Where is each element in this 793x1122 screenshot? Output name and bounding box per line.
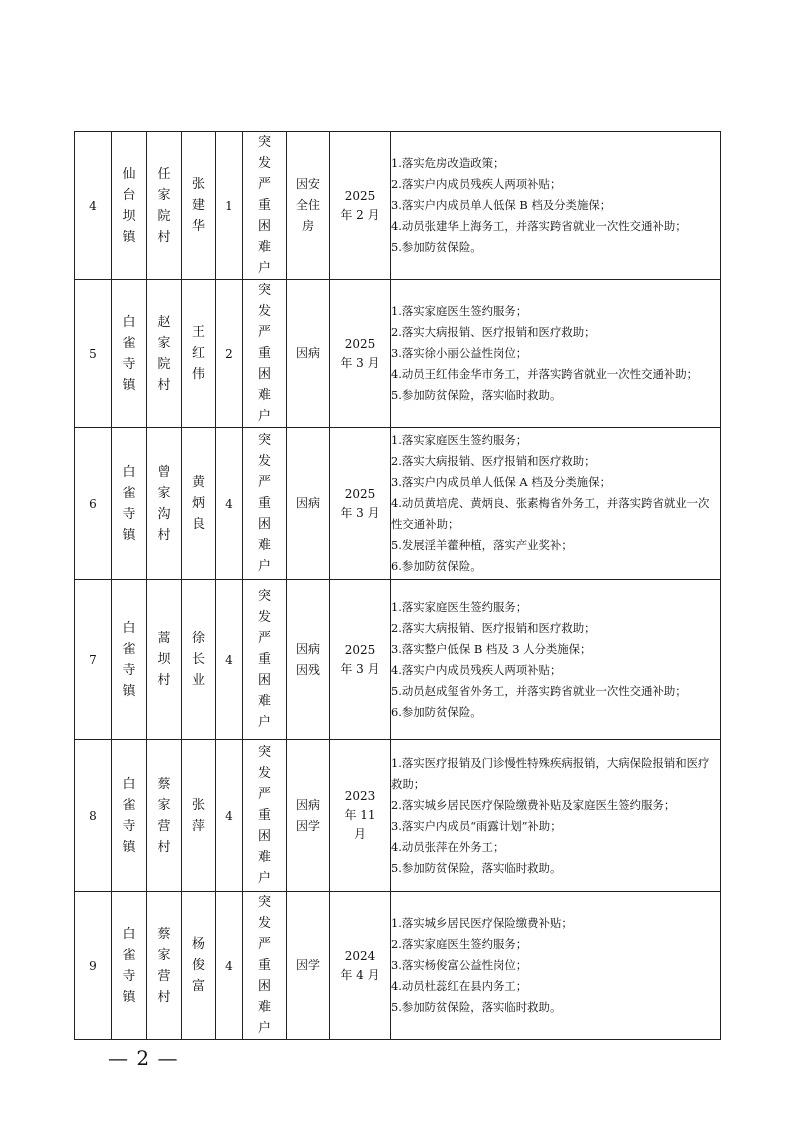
- village-cell: 蒿坝村: [147, 580, 182, 740]
- measure-item: 3.落实徐小丽公益性岗位；: [391, 346, 528, 360]
- date-cell: 2025 年 3 月: [330, 280, 391, 428]
- name-cell: 杨俊富: [182, 892, 216, 1040]
- village-cell: 任家院村: [147, 132, 182, 280]
- date-cell: 2025 年 3 月: [330, 580, 391, 740]
- measure-item: 2.落实大病报销、医疗报销和医疗救助；: [391, 325, 596, 339]
- table-row: [75, 280, 721, 428]
- row-number: 8: [75, 740, 112, 892]
- type-cell: 突发严重困难户: [243, 280, 287, 428]
- table-row: [75, 580, 721, 740]
- measure-item: 6.参加防贫保险。: [391, 704, 482, 719]
- page-number: — 2 —: [108, 1046, 179, 1070]
- measure-item: 2.落实大病报销、医疗报销和医疗救助；: [391, 620, 596, 635]
- measure-item: 3.落实杨俊富公益性岗位；: [391, 958, 528, 972]
- village-cell: 赵家院村: [147, 280, 182, 428]
- measures-cell: [391, 428, 721, 580]
- household-size-cell: 4: [216, 428, 243, 580]
- cause-cell: 因病因残: [287, 580, 330, 740]
- date-cell: 2023 年 11 月: [330, 740, 391, 892]
- date-cell: 2025 年 2 月: [330, 132, 391, 280]
- measure-item: 3.落实户内成员“雨露计划”补助；: [391, 818, 562, 833]
- row-number: 9: [75, 892, 112, 1040]
- cause-cell: 因安全住房: [287, 132, 330, 280]
- measures-cell: [391, 132, 721, 280]
- name-cell: 黄炳良: [182, 428, 216, 580]
- name-cell: 张萍: [182, 740, 216, 892]
- town-cell: 白雀寺镇: [112, 280, 147, 428]
- type-cell: 突发严重困难户: [243, 580, 287, 740]
- household-size-cell: 4: [216, 580, 243, 740]
- measure-item: 5.动员赵成玺省外务工，并落实跨省就业一次性交通补助；: [391, 683, 687, 698]
- cause-cell: 因病因学: [287, 740, 330, 892]
- measure-item: 4.动员黄培虎、黄炳良、张素梅省外务工，并落实跨省就业一次性交通补助；: [391, 496, 710, 531]
- date-cell: 2025 年 3 月: [330, 428, 391, 580]
- table-row: [75, 428, 721, 580]
- type-cell: 突发严重困难户: [243, 740, 287, 892]
- town-cell: 白雀寺镇: [112, 892, 147, 1040]
- name-cell: 张建华: [182, 132, 216, 280]
- household-size-cell: 4: [216, 740, 243, 892]
- town-cell: 仙台坝镇: [112, 132, 147, 280]
- household-size-cell: 2: [216, 280, 243, 428]
- name-cell: 王红伟: [182, 280, 216, 428]
- row-number: 5: [75, 280, 112, 428]
- row-number: 6: [75, 428, 112, 580]
- date-cell: 2024 年 4 月: [330, 892, 391, 1040]
- measure-item: 4.落实户内成员残疾人两项补贴；: [391, 662, 562, 677]
- measure-item: 3.落实户内成员单人低保 A 档及分类施保；: [391, 475, 611, 489]
- measure-item: 4.动员杜蕊红在县内务工；: [391, 979, 528, 993]
- measure-item: 2.落实户内成员残疾人两项补贴；: [391, 177, 562, 191]
- measure-item: 1.落实危房改造政策；: [391, 156, 505, 170]
- measure-item: 4.动员张建华上海务工，并落实跨省就业一次性交通补助；: [391, 219, 687, 233]
- measure-item: 5.参加防贫保险，落实临时救助。: [391, 388, 562, 402]
- village-cell: 曾家沟村: [147, 428, 182, 580]
- type-cell: 突发严重困难户: [243, 428, 287, 580]
- table-row: [75, 132, 721, 280]
- measure-item: 5.发展淫羊藿种植，落实产业奖补；: [391, 538, 573, 552]
- measure-item: 1.落实医疗报销及门诊慢性特殊疾病报销，大病保险报销和医疗救助；: [391, 755, 710, 791]
- town-cell: 白雀寺镇: [112, 740, 147, 892]
- measure-item: 1.落实家庭医生签约服务；: [391, 304, 528, 318]
- town-cell: 白雀寺镇: [112, 428, 147, 580]
- measure-item: 3.落实户内成员单人低保 B 档及分类施保；: [391, 198, 612, 212]
- type-cell: 突发严重困难户: [243, 132, 287, 280]
- measure-item: 3.落实整户低保 B 档及 3 人分类施保；: [391, 641, 592, 656]
- type-cell: 突发严重困难户: [243, 892, 287, 1040]
- measure-item: 1.落实家庭医生签约服务；: [391, 599, 528, 614]
- village-cell: 蔡家营村: [147, 740, 182, 892]
- measures-cell: [391, 892, 721, 1040]
- measure-item: 6.参加防贫保险。: [391, 559, 482, 573]
- measure-item: 5.参加防贫保险，落实临时救助。: [391, 860, 562, 875]
- town-cell: 白雀寺镇: [112, 580, 147, 740]
- measure-item: 2.落实家庭医生签约服务；: [391, 937, 528, 951]
- cause-cell: 因病: [287, 428, 330, 580]
- measure-item: 2.落实大病报销、医疗报销和医疗救助；: [391, 454, 596, 468]
- measure-item: 1.落实家庭医生签约服务；: [391, 433, 528, 447]
- name-cell: 徐长业: [182, 580, 216, 740]
- measure-item: 2.落实城乡居民医疗保险缴费补贴及家庭医生签约服务；: [391, 797, 676, 812]
- measures-cell: [391, 580, 721, 740]
- household-size-cell: 4: [216, 892, 243, 1040]
- measure-item: 4.动员王红伟金华市务工，并落实跨省就业一次性交通补助；: [391, 367, 699, 381]
- table-row: [75, 740, 721, 892]
- cause-cell: 因学: [287, 892, 330, 1040]
- measures-cell: [391, 280, 721, 428]
- measures-cell: [391, 740, 721, 892]
- measure-item: 5.参加防贫保险，落实临时救助。: [391, 1000, 562, 1014]
- measure-item: 1.落实城乡居民医疗保险缴费补贴；: [391, 916, 573, 930]
- row-number: 7: [75, 580, 112, 740]
- table-row: [75, 892, 721, 1040]
- village-cell: 蔡家营村: [147, 892, 182, 1040]
- measure-item: 5.参加防贫保险。: [391, 240, 482, 254]
- household-table: [74, 131, 721, 1040]
- cause-cell: 因病: [287, 280, 330, 428]
- measure-item: 4.动员张萍在外务工；: [391, 839, 505, 854]
- household-size-cell: 1: [216, 132, 243, 280]
- row-number: 4: [75, 132, 112, 280]
